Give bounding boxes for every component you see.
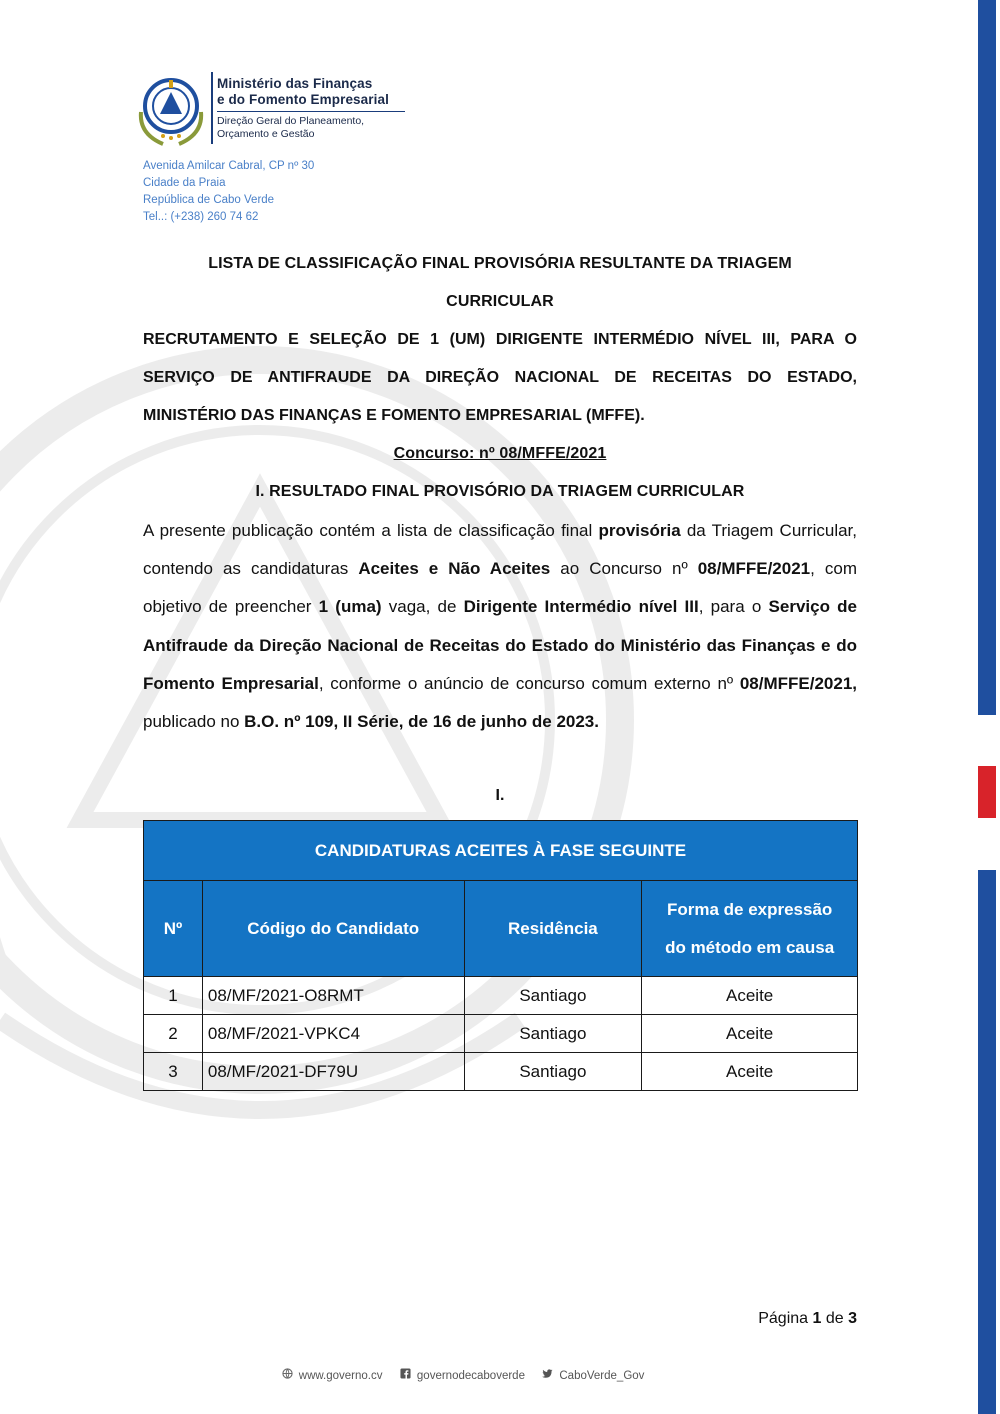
paragraph-text: da Triagem Curricular, contendo as candidaturas bbox=[143, 521, 858, 579]
paragraph-text: A presente publicação contém a lista de classificação final bbox=[143, 521, 599, 540]
ministry-logo bbox=[133, 70, 433, 150]
cell-candidate-code: 08/MF/2021-DF79U bbox=[202, 1053, 464, 1091]
document-title-line2: CURRICULAR bbox=[446, 293, 554, 310]
ministry-name-line1: Ministério das Finanças bbox=[217, 76, 373, 91]
page-number bbox=[758, 1310, 857, 1328]
page-middle: de bbox=[821, 1310, 849, 1327]
cell-candidate-code: 08/MF/2021-O8RMT bbox=[202, 977, 464, 1015]
paragraph-bold: Serviço de Antifraude da Direção Nacional de Receitas do Estado do Ministério das Finanças e do Fomento Empresarial bbox=[143, 597, 857, 693]
concurso-number: Concurso: nº 08/MFFE/2021 bbox=[393, 445, 607, 462]
header-no: Nº bbox=[144, 881, 203, 977]
paragraph-bold: provisória bbox=[598, 521, 681, 540]
cell-residence: Santiago bbox=[464, 1015, 642, 1053]
footer-facebook[interactable]: governodecaboverde bbox=[416, 1369, 525, 1382]
cell-candidate-code: 08/MF/2021-VPKC4 bbox=[202, 1015, 464, 1053]
paragraph-bold: 1 (uma) bbox=[318, 597, 382, 617]
address-line: Avenida Amilcar Cabral, CP nº 30 bbox=[143, 160, 315, 172]
address-line: Cidade da Praia bbox=[143, 177, 226, 189]
facebook-icon bbox=[400, 1368, 411, 1379]
globe-icon bbox=[282, 1368, 293, 1379]
paragraph-text: , com objetivo de preencher bbox=[143, 559, 857, 617]
cell-no: 3 bbox=[144, 1053, 203, 1091]
table-row bbox=[144, 977, 858, 1015]
logo-sub-divider bbox=[217, 111, 405, 112]
footer-twitter[interactable]: CaboVerde_Gov bbox=[559, 1369, 645, 1382]
header-expression-form-line2: do método em causa bbox=[665, 937, 835, 957]
page-current: 1 bbox=[812, 1310, 822, 1327]
twitter-icon bbox=[542, 1368, 553, 1379]
page-total: 3 bbox=[848, 1310, 857, 1327]
paragraph-bold: Aceites e Não Aceites bbox=[358, 559, 551, 579]
paragraph-bold: B.O. nº 109, II Série, de 16 de junho de 2023. bbox=[244, 712, 599, 732]
address-block bbox=[143, 158, 314, 226]
footer-website[interactable]: www.governo.cv bbox=[298, 1369, 383, 1382]
cell-result: Aceite bbox=[642, 1053, 858, 1091]
cell-residence: Santiago bbox=[464, 1053, 642, 1091]
table-header-row bbox=[144, 881, 858, 977]
paragraph-text: , para o bbox=[698, 597, 769, 617]
paragraph-bold: 08/MFFE/2021, bbox=[739, 673, 858, 693]
side-stripe-blue-top bbox=[978, 0, 996, 715]
page-prefix: Página bbox=[758, 1310, 813, 1327]
cell-no: 1 bbox=[144, 977, 203, 1015]
accepted-candidates-table bbox=[143, 820, 858, 1091]
cell-residence: Santiago bbox=[464, 977, 642, 1015]
paragraph-text: publicado no bbox=[143, 712, 245, 732]
cell-result: Aceite bbox=[642, 1015, 858, 1053]
header-candidate-code: Código do Candidato bbox=[202, 881, 464, 977]
address-line: Tel..: (+238) 260 74 62 bbox=[143, 211, 259, 223]
cell-result: Aceite bbox=[642, 977, 858, 1015]
header-expression-form-line1: Forma de expressão bbox=[666, 899, 833, 919]
side-stripe-red bbox=[978, 766, 996, 818]
roman-section-label: I. bbox=[495, 787, 505, 804]
address-line: República de Cabo Verde bbox=[143, 194, 275, 206]
header-residence: Residência bbox=[464, 881, 642, 977]
paragraph-text: vaga, de bbox=[381, 597, 464, 617]
direction-name-line2: Orçamento e Gestão bbox=[217, 128, 315, 140]
table-row bbox=[144, 1015, 858, 1053]
section-title: I. RESULTADO FINAL PROVISÓRIO DA TRIAGEM CURRICULAR bbox=[255, 483, 745, 500]
cabo-verde-emblem-icon bbox=[133, 72, 209, 148]
recruitment-title-line3: MINISTÉRIO DAS FINANÇAS E FOMENTO EMPRESARIAL (MFFE). bbox=[143, 407, 645, 424]
direction-name-line1: Direção Geral do Planeamento, bbox=[217, 115, 365, 127]
recruitment-title-line1: RECRUTAMENTO E SELEÇÃO DE 1 (UM) DIRIGENTE INTERMÉDIO NÍVEL III, PARA O bbox=[143, 331, 857, 348]
logo-divider bbox=[211, 72, 213, 144]
footer bbox=[0, 1368, 926, 1382]
table-caption: CANDIDATURAS ACEITES À FASE SEGUINTE bbox=[144, 821, 858, 881]
paragraph-bold: Dirigente Intermédio nível III bbox=[463, 597, 699, 617]
table-caption-row bbox=[144, 821, 858, 881]
header-expression-form bbox=[642, 881, 858, 977]
recruitment-title-line2: SERVIÇO DE ANTIFRAUDE DA DIREÇÃO NACIONAL DE RECEITAS DO ESTADO, bbox=[143, 369, 857, 386]
table-row bbox=[144, 1053, 858, 1091]
ministry-name-line2: e do Fomento Empresarial bbox=[217, 92, 389, 107]
side-stripe-blue-bottom bbox=[978, 870, 996, 1414]
document-title-line1: LISTA DE CLASSIFICAÇÃO FINAL PROVISÓRIA RESULTANTE DA TRIAGEM bbox=[208, 255, 792, 272]
intro-paragraph bbox=[143, 512, 857, 741]
paragraph-bold: 08/MFFE/2021 bbox=[697, 559, 811, 579]
cell-no: 2 bbox=[144, 1015, 203, 1053]
paragraph-text: ao Concurso nº bbox=[550, 559, 698, 579]
paragraph-text: , conforme o anúncio de concurso comum externo nº bbox=[318, 673, 740, 693]
